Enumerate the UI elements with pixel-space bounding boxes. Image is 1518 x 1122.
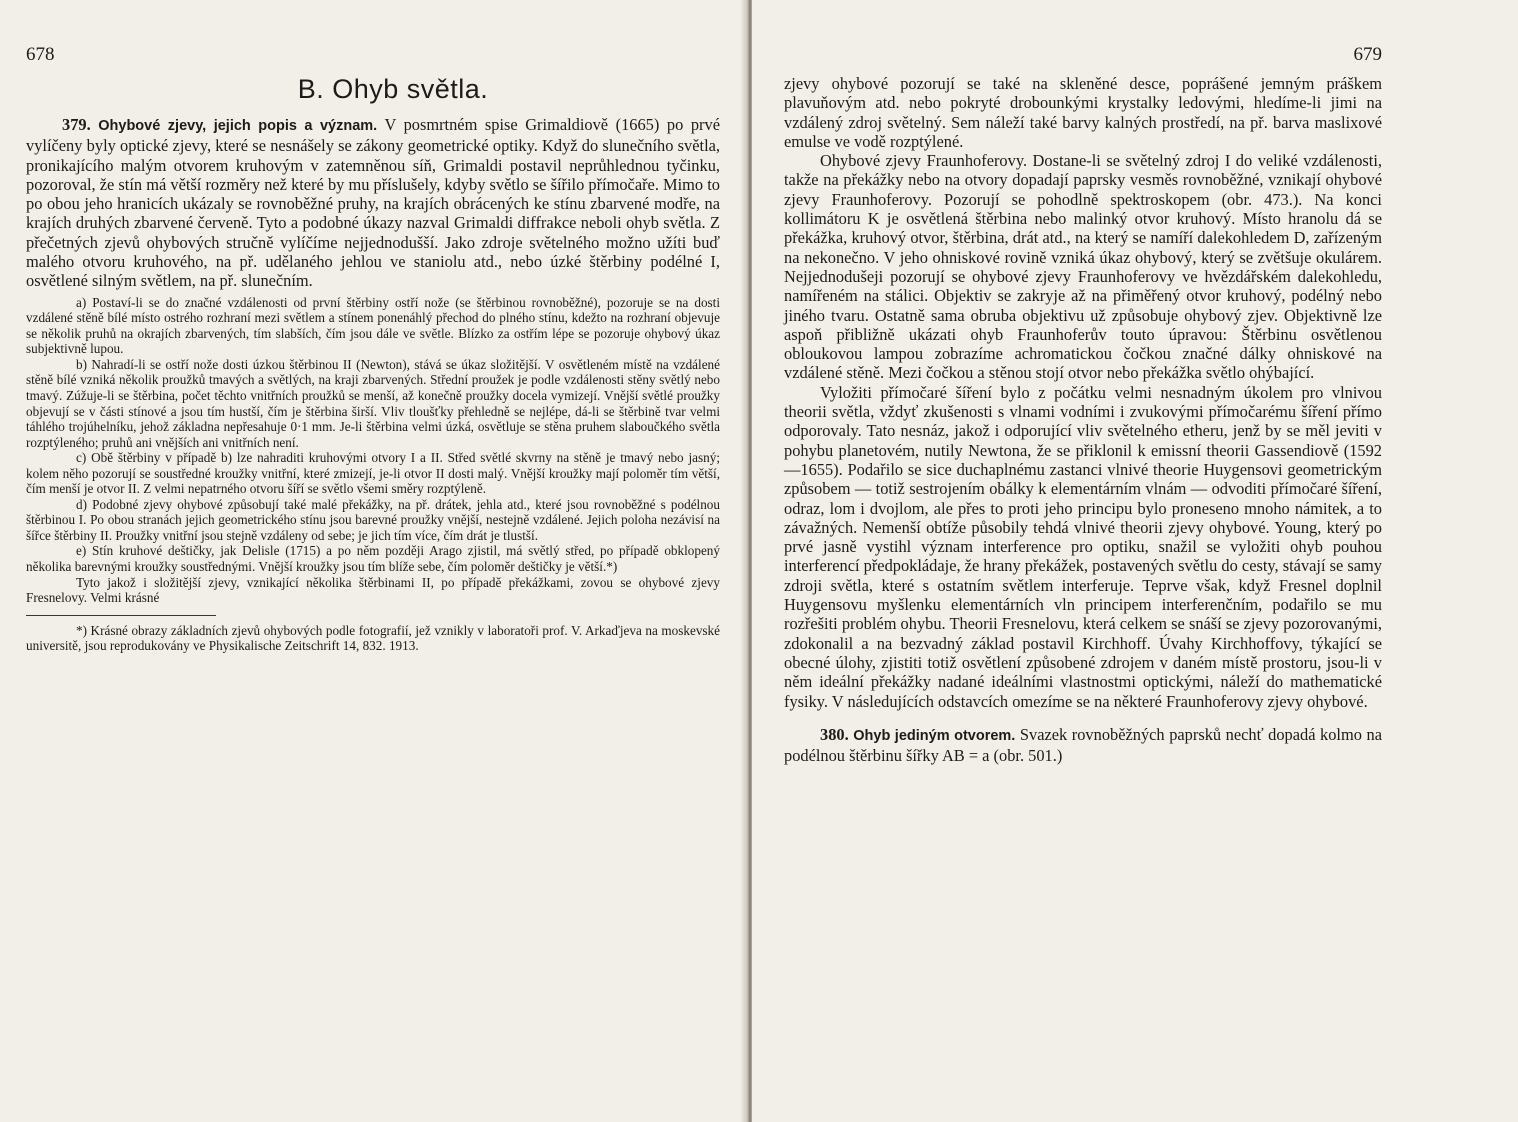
- section-379: [26, 115, 720, 291]
- paragraph-b: b) Nahradí-li se ostří nože dosti úzkou štěrbinou II (Newton), stává se úkaz složitější. V osvětleném místě na vzdálené stěně bílé vzniká několik proužků tmavých a světlých, na kraji zbarvených. Střední proužek je podle vzdálenosti stěny světlý nebo tmavý. Zúžuje-li se štěrbina, počet těchto vnitřních proužků se menší, až konečně proužky docela vymizejí. Vnější světlé proužky objevují se v části stínové a jsou tím hustší, čím je štěrbina širší. Vliv tloušťky přehledně se nejlépe, dá-li se štěrbině tvar velmi táhlého trojúhelníku, jehož základna nepřesahuje 0·1 mm. Je-li štěrbina velmi úzká, osvětluje se stěna pruhem slaboučkého světla rozptýleného; pruhů ani vnějších ani vnitřních není.: [26, 356, 720, 450]
- right-page: [752, 0, 1518, 1122]
- left-page: [0, 0, 748, 1122]
- footnote-rule: [26, 615, 216, 616]
- section-379-text: V posmrtném spise Grimaldiově (1665) po prvé vylíčeny byly optické zjevy, které se nesnášely se zákony geometrické optiky. Když do slunečního světla, pronikajícího malým otvorem kruhovým v zatemněnou síň, Grimaldi postavil neprůhlednou tyčinku, pozoroval, že stín má větší rozměry než které by mu příslušely, kdyby světlo se šířilo přímočaře. Mimo to po obou jeho hranicích ukázaly se rovnoběžné pruhy, na krajích obrácených ke stínu zbarvené modře, na krajích druhých zbarvené červeně. Tyto a podobné úkazy nazval Grimaldi diffrakce neboli ohyb světla. Z přečetných zjevů ohybových stručně vylíčíme nejjednodušší. Jako zdroje světelného možno užíti buď malého otvoru kruhového, na př. udělaného jehlou ve staniolu atd., nebo úzké štěrbiny podélné I, osvětlené silným světlem, na př. slunečním.: [26, 115, 720, 291]
- paragraph-fraunhofer: Ohybové zjevy Fraunhoferovy. Dostane-li se světelný zdroj I do veliké vzdálenosti, takže na překážky nebo na otvory dopadají paprsky vesměs rovnoběžné, vznikají ohybové zjevy Fraunhoferovy. Pozorují se pohodlně spektroskopem (obr. 473.). Na konci kollimátoru K je osvětlená štěrbina nebo malinký otvor kruhový. Místo hranolu dá se překážka, kruhový otvor, štěrbina, drát atd., na který se namíří dalekohledem D, zařízeným na nekonečno. V jeho ohniskové rovině vzniká úkaz ohybový, který se zvětšuje okulárem. Nejjednodušeji pozorují se ohybové zjevy Fraunhoferovy ve hvězdářském dalekohledu, namířeném na stálici. Objektiv se zakryje až na přiměřený otvor kruhový, podélný nebo jiného tvaru. Ostatně sama obruba objektivu už způsobuje ohybový zjev. Objektivně lze aspoň přibližně ukázati ohyb Fraunhoferův touto úpravou: Štěrbinu osvětlenou obloukovou lampou zobrazíme achromatickou čočkou značné dálky ohniskové na vzdálené stěně. Mezi čočkou a stěnou stojí otvor nebo překážka světlo ohýbající.: [784, 151, 1382, 383]
- section-379-heading: Ohybové zjevy, jejich popis a význam.: [98, 118, 378, 134]
- page-number-right: 679: [1353, 44, 1382, 65]
- paragraph-e: e) Stín kruhové deštičky, jak Delisle (1715) a po něm později Arago zjistil, má světlý střed, po případě obklopený několika barevnými kroužky soustřednými. Vnější kroužky jsou tím blíže sebe, čím poloměr deštičky je větší.*): [26, 543, 720, 574]
- footnote-text: *) Krásné obrazy základních zjevů ohybových podle fotografií, jež vznikly v laboratoři prof. V. Arkaďjeva na moskevské universitě, jsou reprodukovány ve Physikalische Zeitschrift 14, 832. 1913.: [26, 622, 720, 654]
- section-379-number: 379.: [62, 115, 91, 134]
- paragraph-a: a) Postaví-li se do značné vzdálenosti od první štěrbiny ostří nože (se štěrbinou rovnoběžné), pozoruje se na dosti vzdálené stěně bílé místo ostrého rozhraní mezi světlem a stínem ponenáhlý přechod do plného stínu, kdežto na rozhraní objevuje se několik pruhů na okrajích zbarvených, tím slabších, čím jsou dále ve světle. Blízko za ostřím lépe se pozoruje ohybový úkaz subjektivně lupou.: [26, 294, 720, 357]
- footnote: [26, 623, 720, 654]
- paragraph-theory: Vyložiti přímočaré šíření bylo z počátku velmi nesnadným úkolem pro vlnivou theorii světla, vždyť zkušenosti s vlnami vodními i zvukovými přímočarému šíření přímo odporovaly. Tato nesnáz, jakož i odporující vliv světelného etheru, jenž by se měl jeviti v pohybu planetovém, nutily Newtona, že se přiklonil k emissní theorii Gassendiově (1592—1655). Podařilo se sice duchaplnému zastanci vlnivé theorie Huygensovi geometrickým způsobem — totiž sestrojením obálky k elementárním vlnám — odvoditi přímočaré šíření, odraz, lom i dvojlom, ale přes to proti jeho principu bylo proneseno mnoho námitek, a to závažných. Nemenší obtíže působily tehdá vlnivé theorii zjevy ohybové. Young, který po prvé jasně vystihl význam interference pro optiku, snažil se vyložiti ohyb pouhou interferencí předpokládaje, že hrany překážek, postavených světlu do cesty, stávají se samy zdroji světla, které s ostatním světlem interferuje. Teprve však, když Fresnel doplnil Huygensovu myšlenku elementárních vln principem interferenčním, podařilo se mu rozřešiti problém ohybu. Theorii Fresnelovu, která celkem se snáší se zjevy pozorovanými, zdokonalil a na bezvadný základ postavil Kirchhoff. Úvahy Kirchhoffovy, týkající se obecné úlohy, zjistiti totiž osvětlení způsobené zdrojem v daném místě prostoru, jsou-li v něm ideální překážky nadané ideálními vlastnostmi optickými, náleží do mathematické fysiky. V následujících odstavcích omezíme se na některé Fraunhoferovy zjevy ohybové.: [784, 382, 1382, 711]
- section-380-text: Svazek rovnoběžných paprsků nechť dopadá kolmo na podélnou štěrbinu šířky AB = a (obr. 501.): [784, 724, 1382, 766]
- paragraph-c: c) Obě štěrbiny v případě b) lze nahraditi kruhovými otvory I a II. Střed světlé skvrny na stěně je tmavý nebo jasný; kolem něho pozorují se soustředné kroužky vnitřní, které zmizejí, je-li otvor II dosti malý. Vnější kroužky mají poloměr tím větší, čím menší je otvor II. Z velmi nepatrného otvoru šíří se světlo všemi směry rozptýleně.: [26, 450, 720, 497]
- section-380-heading: Ohyb jediným otvorem.: [853, 727, 1016, 744]
- page-number-left: 678: [26, 44, 55, 65]
- paragraph-continuation: zjevy ohybové pozorují se také na skleněné desce, poprášené jemným práškem plavuňovým atd. nebo pokryté drobounkými krystalky ledovými, hledíme-li jimi na vzdálený zdroj světelný. Sem náleží také barvy kalných prostředí, na př. barva maslixové emulse ve vodě rozptýlené.: [784, 74, 1382, 151]
- examples-block: [26, 295, 720, 606]
- right-page-body: [784, 74, 1382, 765]
- paragraph-d: d) Podobné zjevy ohybové způsobují také malé překážky, na př. drátek, jehla atd., které jsou rovnoběžné s podélnou štěrbinou I. Po obou stranách jejich geometrického stínu jsou barevné proužky vnější, nestejně vzdálené. Jejich poloha nezávisí na šířce štěrbiny II. Proužky vnitřní jsou stejně vzdáleny od sebe; je jich tím více, čím drát je tlustší.: [26, 496, 720, 543]
- section-380: [784, 725, 1382, 766]
- paragraph-f: Tyto jakož i složitější zjevy, vznikající několika štěrbinami II, po případě překážkami, zovou se ohybové zjevy Fresnelovy. Velmi krásné: [26, 574, 720, 606]
- section-title: B. Ohyb světla.: [297, 74, 489, 104]
- section-380-number: 380.: [820, 724, 849, 744]
